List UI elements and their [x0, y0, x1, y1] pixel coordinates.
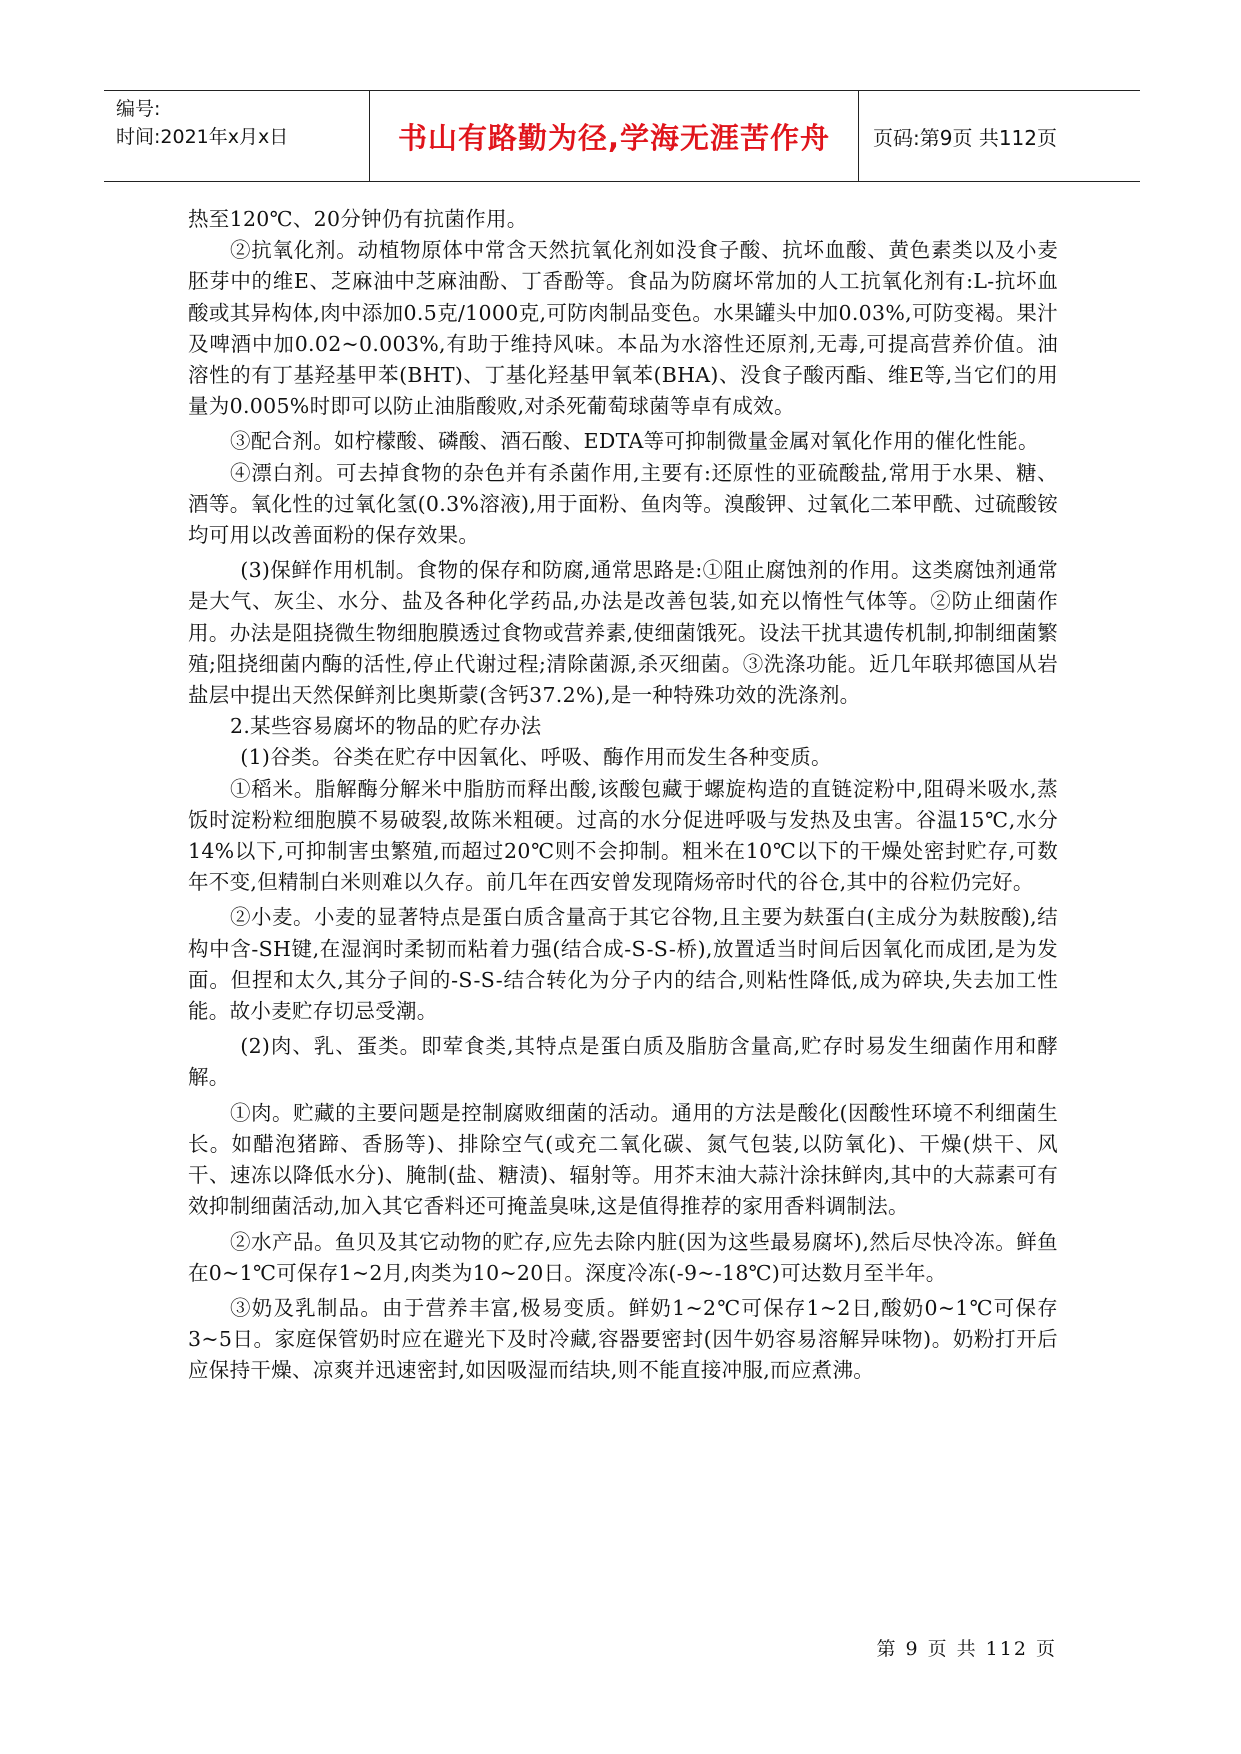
header-motto: 书山有路勤为径,学海无涯苦作舟 — [397, 120, 831, 155]
header-table — [104, 90, 1140, 182]
paragraph: (1)谷类。谷类在贮存中因氧化、呼吸、酶作用而发生各种变质。 — [240, 745, 832, 770]
header-page-cell — [859, 91, 1140, 181]
paragraph: ①肉。贮藏的主要问题是控制腐败细菌的活动。通用的方法是酸化(因酸性环境不利细菌生长。如醋泡猪蹄、香肠等)、排除空气(或充二氧化碳、氮气包装,以防氧化)、干燥(烘干、风干、速冻以降低水分)、腌制(盐、糖渍)、辐射等。用芥末油大蒜汁涂抹鲜肉,其中的大蒜素可有效抑制细菌活动,加入其它香料还可掩盖臭味,这是值得推荐的家用香料调制法。 — [188, 1100, 1058, 1219]
paragraph: ③配合剂。如柠檬酸、磷酸、酒石酸、EDTA等可抑制微量金属对氧化作用的催化性能。 — [230, 429, 1039, 454]
paragraph: ②小麦。小麦的显著特点是蛋白质含量高于其它谷物,且主要为麸蛋白(主成分为麸胺酸),结构中含-SH键,在湿润时柔韧而粘着力强(结合成-S-S-桥),放置适当时间后因氧化而成团,是为发面。但捏和太久,其分子间的-S-S-结合转化为分子内的结合,则粘性降低,成为碎块,失去加工性能。故小麦贮存切忌受潮。 — [188, 905, 1058, 1024]
paragraph: ④漂白剂。可去掉食物的杂色并有杀菌作用,主要有:还原性的亚硫酸盐,常用于水果、糖、酒等。氧化性的过氧化氢(0.3%溶液),用于面粉、鱼肉等。溴酸钾、过氧化二苯甲酰、过硫酸铵均可用以改善面粉的保存效果。 — [188, 460, 1058, 548]
paragraph: ②抗氧化剂。动植物原体中常含天然抗氧化剂如没食子酸、抗坏血酸、黄色素类以及小麦胚芽中的维E、芝麻油中芝麻油酚、丁香酚等。食品为防腐坏常加的人工抗氧化剂有:L-抗坏血酸或其异构体,肉中添加0.5克/1000克,可防肉制品变色。水果罐头中加0.03%,可防变褐。果汁及啤酒中加0.02~0.003%,有助于维持风味。本品为水溶性还原剂,无毒,可提高营养价值。油溶性的有丁基羟基甲苯(BHT)、丁基化羟基甲氧苯(BHA)、没食子酸丙酯、维E等,当它们的用量为0.005%时即可以防止油脂酸败,对杀死葡萄球菌等卓有成效。 — [188, 238, 1058, 419]
header-motto-cell — [369, 91, 859, 181]
page-footer: 第 9 页 共 112 页 — [876, 1638, 1057, 1660]
paragraph: ①稻米。脂解酶分解米中脂肪而释出酸,该酸包藏于螺旋构造的直链淀粉中,阻碍米吸水,蒸饭时淀粉粒细胞膜不易破裂,故陈米粗硬。过高的水分促进呼吸与发热及虫害。谷温15℃,水分14%以下,可抑制害虫繁殖,而超过20℃则不会抑制。粗米在10℃以下的干燥处密封贮存,可数年不变,但精制白米则难以久存。前几年在西安曾发现隋炀帝时代的谷仓,其中的谷粒仍完好。 — [188, 776, 1058, 895]
document-number-label: 编号: — [116, 98, 161, 120]
header-page-number: 页码:第9页 共112页 — [873, 125, 1057, 150]
document-body — [188, 204, 1058, 1387]
paragraph: ②水产品。鱼贝及其它动物的贮存,应先去除内脏(因为这些最易腐坏),然后尽快冷冻。鲜鱼在0~1℃可保存1~2月,肉类为10~20日。深度冷冻(-9~-18℃)可达数月至半年。 — [188, 1229, 1058, 1285]
header-meta — [104, 91, 369, 181]
paragraph: ③奶及乳制品。由于营养丰富,极易变质。鲜奶1~2℃可保存1~2日,酸奶0~1℃可保存3~5日。家庭保管奶时应在避光下及时冷藏,容器要密封(因牛奶容易溶解异味物)。奶粉打开后应保持干燥、凉爽并迅速密封,如因吸湿而结块,则不能直接冲服,而应煮沸。 — [188, 1295, 1058, 1383]
document-time-label: 时间:2021年x月x日 — [116, 126, 289, 148]
paragraph: (2)肉、乳、蛋类。即荤食类,其特点是蛋白质及脂肪含量高,贮存时易发生细菌作用和酵解。 — [188, 1034, 1058, 1090]
paragraph: 热至120℃、20分钟仍有抗菌作用。 — [188, 207, 528, 231]
section-heading: 2.某些容易腐坏的物品的贮存办法 — [230, 714, 542, 739]
paragraph: (3)保鲜作用机制。食物的保存和防腐,通常思路是:①阻止腐蚀剂的作用。这类腐蚀剂通常是大气、灰尘、水分、盐及各种化学药品,办法是改善包装,如充以惰性气体等。②防止细菌作用。办法是阻挠微生物细胞膜透过食物或营养素,使细菌饿死。设法干扰其遗传机制,抑制细菌繁殖;阻挠细菌内酶的活性,停止代谢过程;清除菌源,杀灭细菌。③洗涤功能。近几年联邦德国从岩盐层中提出天然保鲜剂比奥斯蒙(含钙37.2%),是一种特殊功效的洗涤剂。 — [188, 558, 1058, 708]
